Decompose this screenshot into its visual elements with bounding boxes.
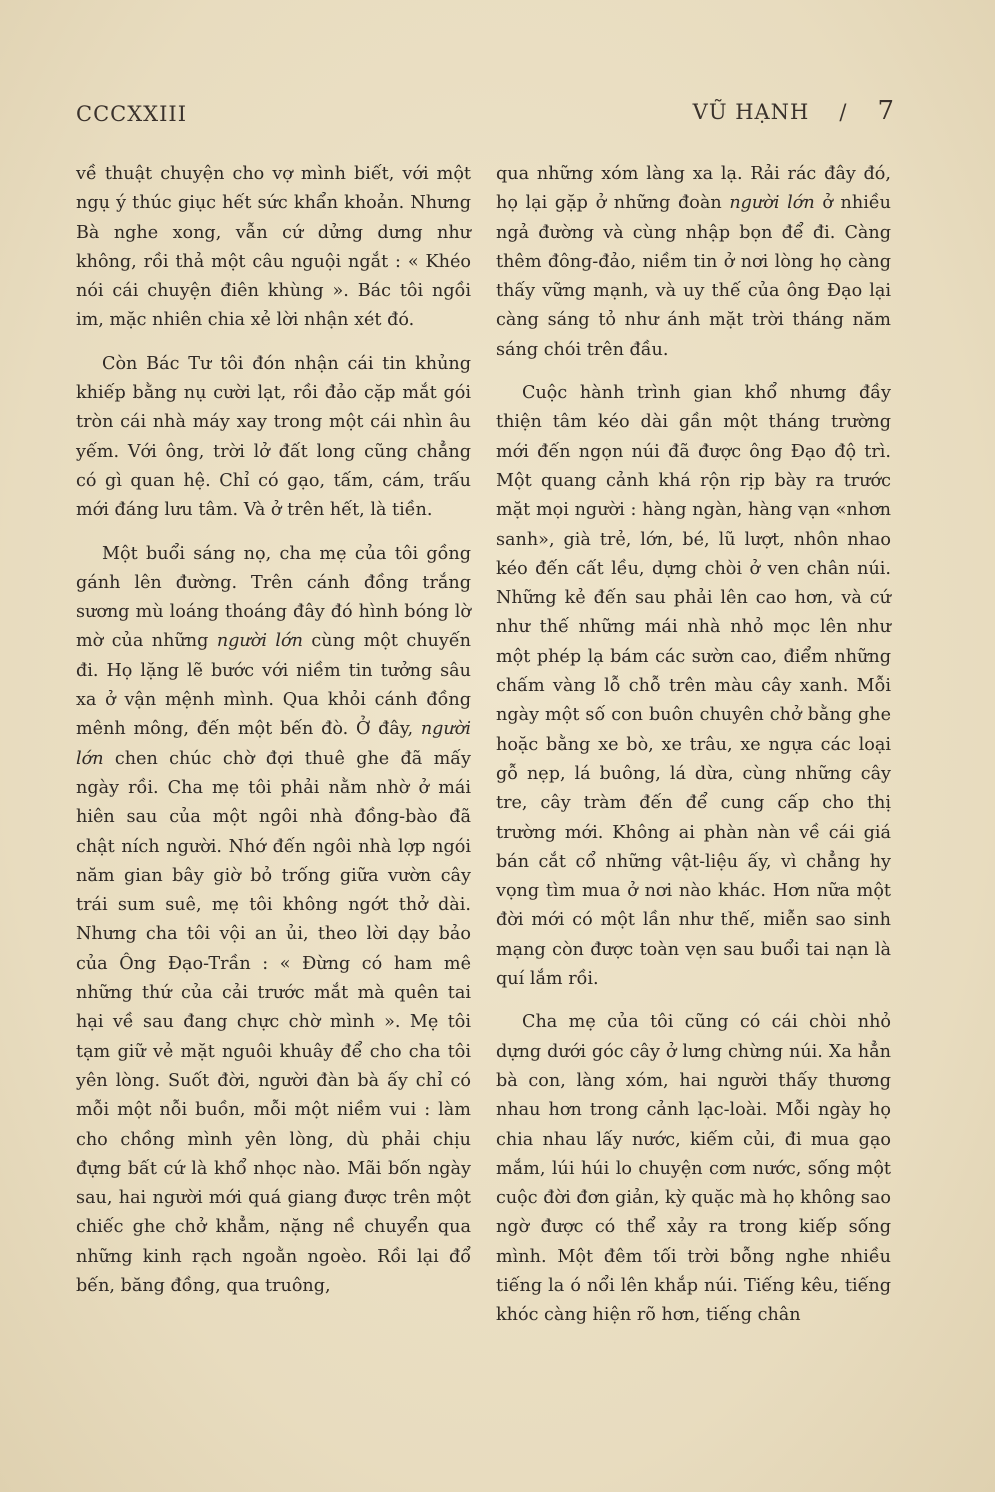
paragraph (76, 350, 471, 526)
text-run: chen chúc chờ đợi thuê ghe đã mấy ngày rồi. Cha mẹ tôi phải nằm nhờ ở mái hiên sau của một ngôi nhà đồng-bào đã chật ních người. Nhớ đến ngôi nhà lợp ngói năm gian bây giờ bỏ trống giữa vườn cây trái sum suê, mẹ tôi không ngớt thở dài. Nhưng cha tôi vội an ủi, theo lời dạy bảo của Ông Đạo-Trần : « Đừng có ham mê những thứ của cải trước mắt mà quên tai hại về sau đang chực chờ mình ». Mẹ tôi tạm giữ vẻ mặt nguôi khuây để cho cha tôi yên lòng. Suốt đời, người đàn bà ấy chỉ có mỗi một nỗi buồn, mỗi một niềm vui : làm cho chồng mình yên lòng, dù phải chịu đựng bất cứ là khổ nhọc nào. Mãi bốn ngày sau, hai người mới quá giang được trên một chiếc ghe chở khẳm, nặng nề chuyển qua những kinh rạch ngoằn ngoèo. Rồi lại đổ bến, băng đồng, qua truông, (76, 748, 471, 1296)
right-column (496, 160, 891, 1331)
issue-number: CCCXXIII (76, 102, 187, 126)
text-run: ở nhiều ngả đường và cùng nhập bọn để đi. Càng thêm đông-đảo, niềm tin ở nơi lòng họ càng thấy vững mạnh, và uy thế của ông Đạo lại càng sáng tỏ như ánh mặt trời tháng năm sáng chói trên đầu. (496, 193, 891, 360)
page-number: 7 (877, 96, 895, 126)
page-header (76, 92, 895, 132)
paragraph (496, 160, 891, 365)
paragraph (76, 160, 471, 336)
author-header (693, 96, 895, 126)
paragraph (496, 379, 891, 994)
text-run: Một buổi sáng nọ, cha mẹ của tôi gồng gánh lên đường. Trên cánh đồng trắng sương mù loáng thoáng đây đó hình bóng lờ mờ của những (76, 543, 471, 652)
text-run: Cuộc hành trình gian khổ nhưng đầy thiện tâm kéo dài gần một tháng trường mới đến ngọn núi đã được ông Đạo độ trì. Một quang cảnh khá rộn rịp bày ra trước mặt mọi người : hàng ngàn, hàng vạn «nhơn sanh», già trẻ, lớn, bé, lũ lượt, nhôn nhao kéo đến cất lều, dựng chòi ở ven chân núi. Những kẻ đến sau phải lên cao hơn, và cứ như thế những mái nhà nhỏ mọc lên như một phép lạ bám các sườn cao, điểm những chấm vàng lỗ chỗ trên màu cây xanh. Mỗi ngày một số con buôn chuyên chở bằng ghe hoặc bằng xe bò, xe trâu, xe ngựa các loại gỗ nẹp, lá buông, lá dừa, cùng những cây tre, cây tràm đến để cung cấp cho thị trường mới. Không ai phàn nàn về cái giá bán cắt cổ những vật-liệu ấy, vì chẳng hy vọng tìm mua ở nơi nào khác. Hơn nữa một đời mới có một lần như thế, miễn sao sinh mạng còn được toàn vẹn sau buổi tai nạn là quí lắm rồi. (496, 383, 891, 990)
text-run: Còn Bác Tư tôi đón nhận cái tin khủng khiếp bằng nụ cười lạt, rồi đảo cặp mắt gói tròn cái nhà máy xay trong một cái nhìn âu yếm. Với ông, trời lở đất long cũng chẳng có gì quan hệ. Chỉ có gạo, tấm, cám, trấu mới đáng lưu tâm. Và ở trên hết, là tiền. (76, 353, 471, 521)
author-name: VŨ HẠNH (692, 100, 810, 124)
header-slash: / (839, 100, 848, 124)
text-run: về thuật chuyện cho vợ mình biết, với một ngụ ý thúc giục hết sức khẩn khoản. Nhưng Bà nghe xong, vẫn cứ dửng dưng như không, rồi thả một câu nguội ngắt : « Khéo nói cái chuyện điên khùng ». Bác tôi ngồi im, mặc nhiên chia xẻ lời nhận xét đó. (76, 164, 471, 331)
italic-term: người lớn (76, 719, 471, 769)
paragraph (76, 540, 471, 1302)
left-column (76, 160, 471, 1301)
italic-term: người lớn (729, 193, 815, 214)
paragraph (496, 1008, 891, 1330)
italic-term: người lớn (216, 631, 303, 652)
text-run: qua những xóm làng xa lạ. Rải rác đây đó, họ lại gặp ở những đoàn (496, 164, 891, 214)
text-run: Cha mẹ của tôi cũng có cái chòi nhỏ dựng dưới góc cây ở lưng chừng núi. Xa hẳn bà con, làng xóm, hai người thấy thương nhau hơn trong cảnh lạc-loài. Mỗi ngày họ chia nhau lấy nước, kiếm củi, đi mua gạo mắm, lúi húi lo chuyện cơm nước, sống một cuộc đời đơn giản, kỳ quặc mà họ không sao ngờ được có thể xảy ra trong kiếp sống mình. Một đêm tối trời bỗng nghe nhiều tiếng la ó nổi lên khắp núi. Tiếng kêu, tiếng khóc càng hiện rõ hơn, tiếng chân (496, 1012, 891, 1326)
text-run: cùng một chuyến đi. Họ lặng lẽ bước với niềm tin tưởng sâu xa ở vận mệnh mình. Qua khỏi cánh đồng mênh mông, đến một bến đò. Ở đây, (76, 631, 471, 740)
